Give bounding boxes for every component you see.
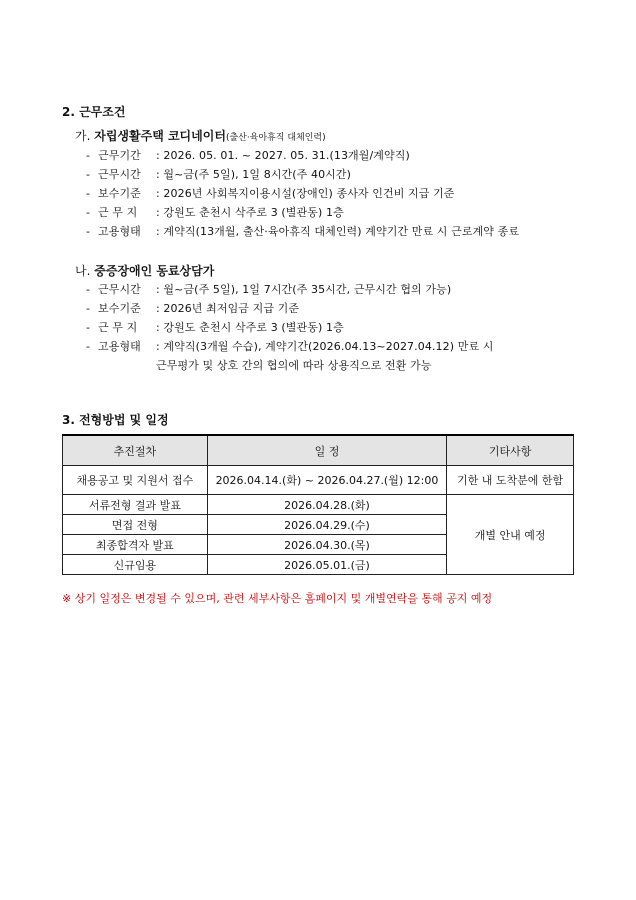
table-row (63, 495, 574, 515)
header-cell: 추진절차 (63, 435, 208, 466)
date-cell: 2026.04.29.(수) (207, 515, 447, 535)
subsection-a-note: (출산·육아휴직 대체인력) (225, 133, 326, 143)
list-item: - 고용형태 : 계약직(3개월 수습), 계약기간(2026.04.13~2027.04.12) 만료 시 (86, 340, 494, 353)
date-cell: 2026.05.01.(금) (207, 555, 447, 575)
subsection-a-title: 자립생활주택 코디네이터 (94, 129, 226, 143)
list-item: - 근 무 지 : 강원도 춘천시 삭주로 3 (별관동) 1층 (86, 206, 344, 219)
list-item: - 보수기준 : 2026년 사회복지이용시설(장애인) 종사자 인건비 지급 기준 (86, 187, 455, 200)
subsection-b-prefix: 나. (75, 264, 95, 278)
table-header-row (63, 435, 574, 466)
list-item: - 고용형태 : 계약직(13개월, 출산·육아휴직 대체인력) 계약기간 만료 시 근로계약 종료 (86, 225, 520, 238)
list-item: - 근무기간 : 2026. 05. 01. ~ 2027. 05. 31.(13개월/계약직) (86, 149, 410, 162)
subsection-b-title: 중증장애인 동료상담가 (94, 264, 215, 278)
merged-note-cell: 개별 안내 예정 (447, 495, 574, 575)
header-cell: 기타사항 (447, 435, 574, 466)
list-item: - 근 무 지 : 강원도 춘천시 삭주로 3 (별관동) 1층 (86, 321, 344, 334)
list-item-continuation: 근무평가 및 상호 간의 협의에 따라 상용직으로 전환 가능 (156, 359, 432, 372)
list-item: - 보수기준 : 2026년 최저임금 지급 기준 (86, 302, 300, 315)
list-item: - 근무시간 : 월~금(주 5일), 1일 7시간(주 35시간, 근무시간 협의 가능) (86, 283, 452, 296)
step-cell: 서류전형 결과 발표 (63, 495, 208, 515)
note-cell: 기한 내 도착분에 한함 (447, 466, 574, 495)
date-cell: 2026.04.30.(목) (207, 535, 447, 555)
date-cell: 2026.04.28.(화) (207, 495, 447, 515)
list-item: - 근무시간 : 월~금(주 5일), 1일 8시간(주 40시간) (86, 168, 352, 181)
step-cell: 채용공고 및 지원서 접수 (63, 466, 208, 495)
subsection-a-prefix: 가. (75, 129, 95, 143)
table-row (63, 466, 574, 495)
step-cell: 신규임용 (63, 555, 208, 575)
section-3-title: 3. 전형방법 및 일정 (62, 413, 169, 427)
section-2-title: 2. 근무조건 (62, 105, 126, 119)
date-cell: 2026.04.14.(화) ~ 2026.04.27.(월) 12:00 (207, 466, 447, 495)
subsection-b-heading (75, 262, 214, 279)
schedule-table (62, 434, 574, 575)
step-cell: 최종합격자 발표 (63, 535, 208, 555)
header-cell: 일 정 (207, 435, 447, 466)
step-cell: 면접 전형 (63, 515, 208, 535)
subsection-a-heading (75, 127, 326, 144)
schedule-footnote: ※ 상기 일정은 변경될 수 있으며, 관련 세부사항은 홈페이지 및 개별연락을 통해 공지 예정 (62, 592, 493, 605)
